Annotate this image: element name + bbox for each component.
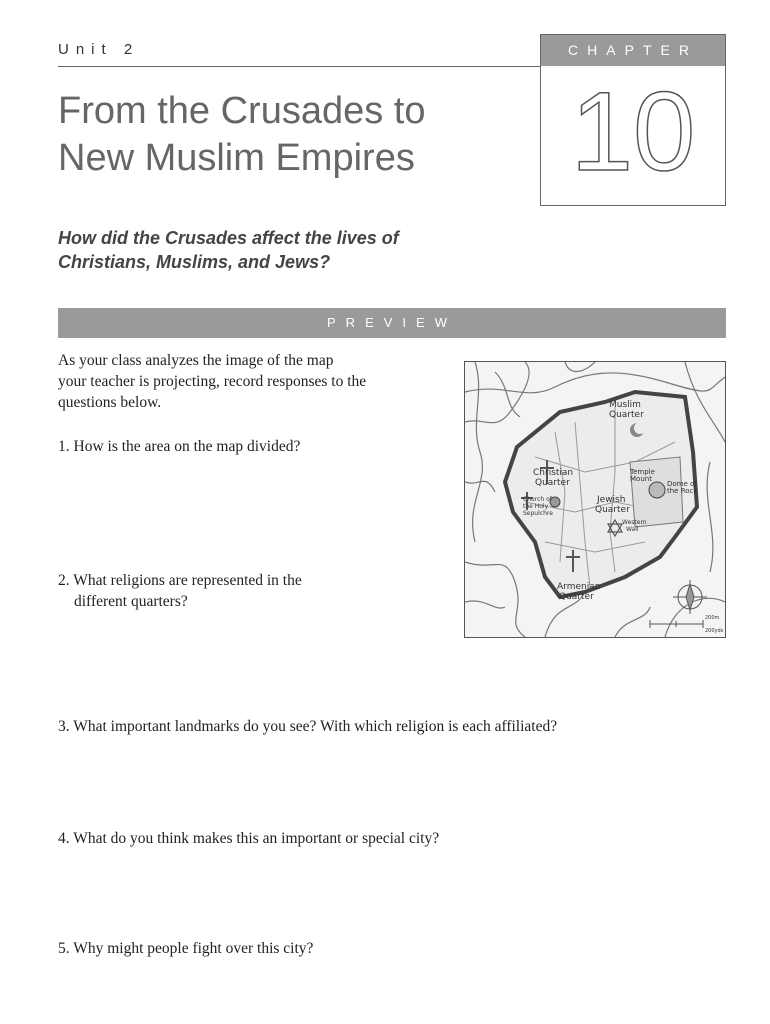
essential-question xyxy=(58,226,498,274)
map-label-church-3: Sepulchre xyxy=(523,510,553,517)
map-label-armenian-quarter-2: Quarter xyxy=(559,592,594,602)
map-label-jewish-quarter-2: Quarter xyxy=(595,505,630,515)
intro-line-3: questions below. xyxy=(58,394,162,411)
map-label-christian-quarter-1: Christian xyxy=(533,468,574,478)
map-label-western-wall-2: Wall xyxy=(626,526,639,533)
question-2-line-2: different quarters? xyxy=(74,593,188,610)
intro-line-1: As your class analyzes the image of the map xyxy=(58,352,334,369)
map-label-church-2: the Holy xyxy=(523,503,549,510)
map-label-armenian-quarter-1: Armenian xyxy=(557,582,601,592)
map-label-christian-quarter-2: Quarter xyxy=(535,478,570,488)
intro-line-2: your teacher is projecting, record responses to the xyxy=(58,373,367,390)
preview-intro xyxy=(58,350,418,413)
map-label-jewish-quarter-1: Jewish xyxy=(597,495,626,505)
map-label-church-1: Church of xyxy=(523,496,552,503)
chapter-label: CHAPTER xyxy=(541,35,725,66)
question-4: 4. What do you think makes this an important or special city? xyxy=(58,830,440,847)
map-label-temple-mount-1: Temple xyxy=(630,468,655,476)
map-label-dome-1: Dome of xyxy=(667,480,697,488)
map-scale-meters: 200m xyxy=(705,615,720,621)
map-label-muslim-quarter-2: Quarter xyxy=(609,410,644,420)
unit-label: Unit 2 xyxy=(58,41,140,58)
question-5: 5. Why might people fight over this city? xyxy=(58,940,314,957)
map-label-muslim-quarter-1: Muslim xyxy=(609,400,641,410)
question-3: 3. What important landmarks do you see? With which religion is each affiliated? xyxy=(58,718,558,735)
question-2-line-1: 2. What religions are represented in the xyxy=(58,572,302,589)
chapter-box xyxy=(540,34,726,206)
essential-question-line-2: Christians, Muslims, and Jews? xyxy=(58,252,331,272)
map-scale-yards: 200yds xyxy=(705,628,724,634)
preview-banner: PREVIEW xyxy=(58,308,726,338)
title-line-1: From the Crusades to xyxy=(58,90,426,132)
question-2 xyxy=(58,570,358,612)
map-label-temple-mount-2: Mount xyxy=(630,475,652,483)
question-1: 1. How is the area on the map divided? xyxy=(58,438,301,455)
map-label-dome-2: the Rock xyxy=(667,487,698,495)
title-line-2: New Muslim Empires xyxy=(58,137,415,179)
chapter-number: 10 xyxy=(570,69,696,194)
essential-question-line-1: How did the Crusades affect the lives of xyxy=(58,228,399,248)
map-label-western-wall-1: Western xyxy=(622,519,647,526)
header-rule xyxy=(58,66,540,67)
jerusalem-map xyxy=(464,361,726,638)
page-title xyxy=(58,88,518,182)
